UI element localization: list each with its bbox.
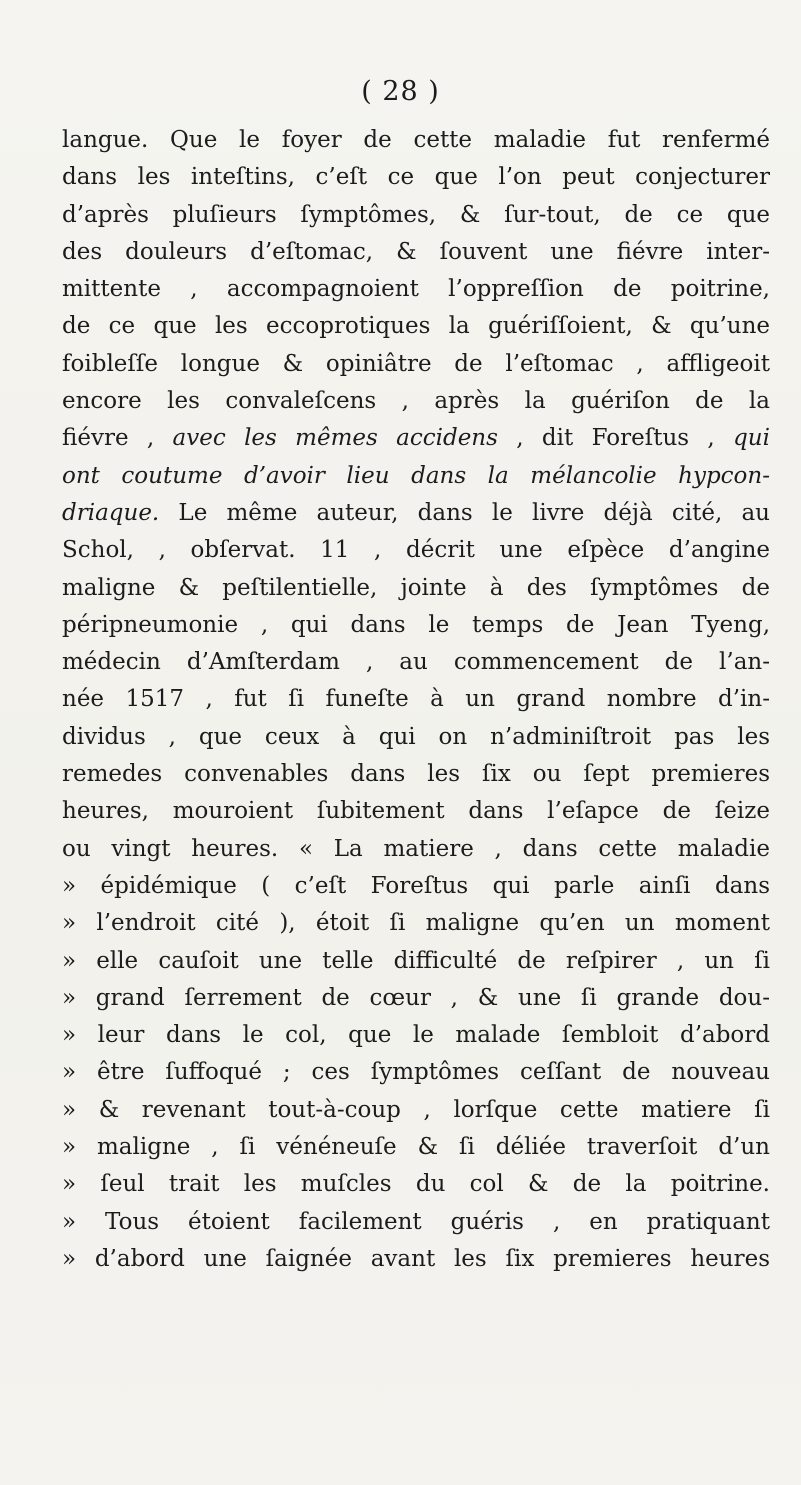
text-segment: péripneumonie , qui dans le temps de Jean Tyeng,	[62, 611, 770, 638]
text-segment: » épidémique ( c’eſt Foreſtus qui parle ainſi dans	[62, 872, 770, 899]
text-line	[62, 905, 770, 942]
text-segment: » grand ſerrement de cœur , & une ſi grande dou-	[62, 984, 770, 1011]
text-segment: médecin d’Amſterdam , au commencement de l’an-	[62, 649, 770, 676]
text-line	[62, 234, 770, 271]
text-line	[62, 1017, 770, 1054]
text-segment: dividus , que ceux à qui on n’adminiſtroit pas les	[62, 723, 770, 750]
text-line	[62, 308, 770, 345]
text-line	[62, 271, 770, 308]
text-line	[62, 1166, 770, 1203]
text-segment: de ce que les eccoprotiques la guériſſoient, & qu’une	[62, 313, 770, 340]
text-segment: heures, mouroient ſubitement dans l’eſapce de ſeize	[62, 798, 770, 825]
text-line	[62, 383, 770, 420]
text-line	[62, 1204, 770, 1241]
text-line	[62, 495, 770, 532]
text-line	[62, 719, 770, 756]
text-segment: » ſeul trait les muſcles du col & de la poitrine.	[62, 1171, 770, 1198]
text-segment: encore les convaleſcens , après la guériſon de la	[62, 388, 770, 415]
text-segment: Le même auteur, dans le livre déjà cité, au	[159, 499, 770, 526]
text-line	[62, 793, 770, 830]
text-line	[62, 420, 770, 457]
text-segment: mittente , accompagnoient l’oppreſſion de poitrine,	[62, 276, 770, 303]
text-segment: d’après pluſieurs ſymptômes, & ſur-tout, de ce que	[62, 201, 770, 228]
text-line	[62, 1129, 770, 1166]
text-line	[62, 1054, 770, 1091]
text-line	[62, 980, 770, 1017]
text-segment: des douleurs d’eſtomac, & ſouvent une fiévre inter-	[62, 238, 770, 265]
italic-text: driaque.	[62, 499, 160, 526]
text-line	[62, 570, 770, 607]
text-line	[62, 1092, 770, 1129]
text-line	[62, 868, 770, 905]
text-segment: » Tous étoient facilement guéris , en pratiquant	[62, 1208, 770, 1235]
text-line	[62, 681, 770, 718]
text-line	[62, 756, 770, 793]
text-segment: , dit Foreſtus ,	[497, 425, 734, 452]
text-line	[62, 346, 770, 383]
text-line	[62, 607, 770, 644]
text-line	[62, 159, 770, 196]
text-segment: foibleſſe longue & opiniâtre de l’eſtomac , affligeoit	[62, 350, 770, 377]
text-segment: » elle cauſoit une telle difficulté de reſpirer , un ſi	[62, 947, 770, 974]
text-line	[62, 197, 770, 234]
text-segment: » l’endroit cité ), étoit ſi maligne qu’en un moment	[62, 910, 770, 937]
italic-text: qui	[733, 425, 770, 452]
italic-text: ont coutume d’avoir lieu dans la mélancolie hypcon-	[62, 462, 770, 489]
text-segment: Schol, , obſervat. 11 , décrit une eſpèce d’angine	[62, 537, 770, 564]
text-line	[62, 943, 770, 980]
text-line	[62, 644, 770, 681]
text-segment: » & revenant tout-à-coup , lorſque cette matiere ſi	[62, 1096, 770, 1123]
text-line	[62, 1241, 770, 1278]
text-line	[62, 458, 770, 495]
text-segment: » d’abord une ſaignée avant les ſix premieres heures	[62, 1245, 770, 1272]
text-segment: fiévre ,	[62, 425, 173, 452]
text-segment: remedes convenables dans les ſix ou ſept premieres	[62, 761, 770, 788]
text-segment: dans les inteſtins, c’eſt ce que l’on peut conjecturer	[62, 164, 770, 191]
page-number: ( 28 )	[361, 76, 440, 107]
text-segment: langue. Que le foyer de cette maladie fut renfermé	[62, 127, 770, 153]
text-segment: » maligne , ſi vénéneuſe & ſi déliée traverſoit d’un	[62, 1134, 770, 1161]
text-segment: » être ſuffoqué ; ces ſymptômes ceſſant de nouveau	[62, 1059, 770, 1086]
text-line	[62, 831, 770, 868]
text-segment: » leur dans le col, que le malade ſembloit d’abord	[62, 1022, 770, 1049]
text-line	[62, 532, 770, 569]
text-line	[62, 122, 770, 159]
text-segment: ou vingt heures. « La matiere , dans cette maladie	[62, 835, 770, 862]
italic-text: avec les mêmes accidens	[172, 425, 498, 452]
text-segment: maligne & peſtilentielle, jointe à des ſymptômes de	[62, 574, 770, 601]
body-text	[62, 122, 770, 1278]
text-segment: née 1517 , fut ſi funeſte à un grand nombre d’in-	[62, 686, 770, 713]
